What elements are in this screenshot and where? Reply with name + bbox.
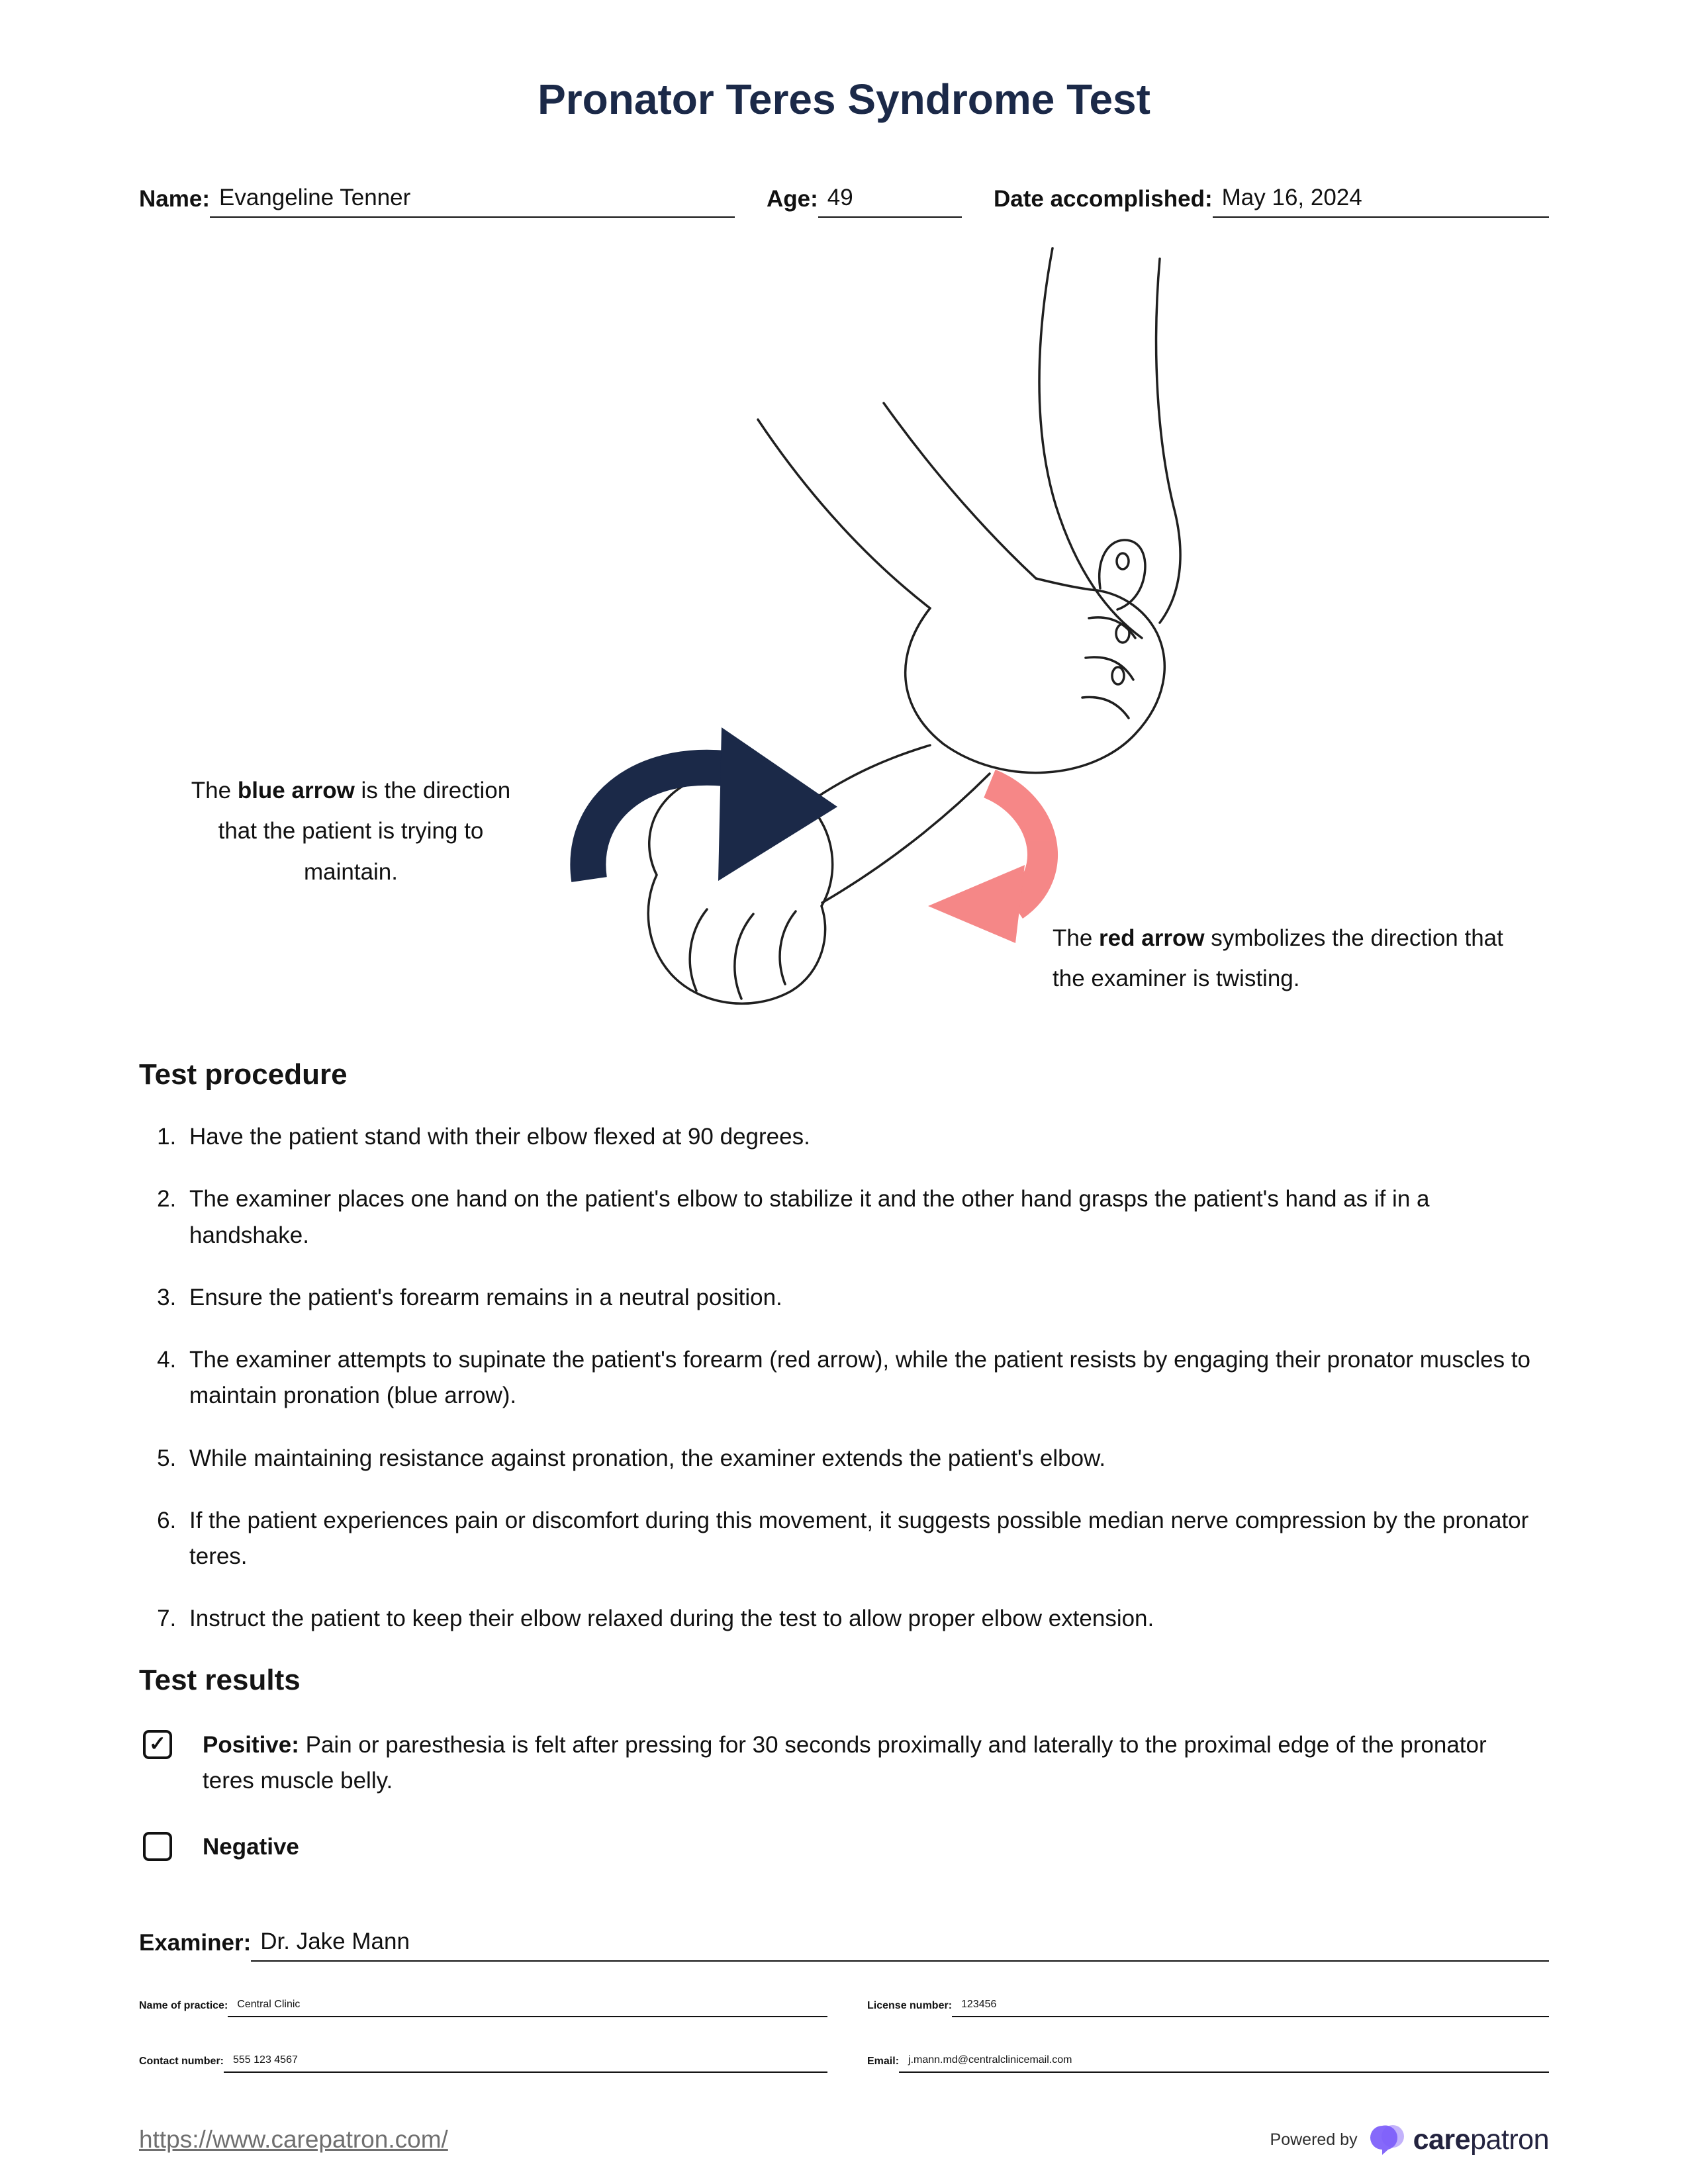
- age-label: Age:: [767, 186, 818, 212]
- contact-email-row: [139, 2054, 1549, 2073]
- date-value[interactable]: May 16, 2024: [1213, 185, 1549, 218]
- license-label: License number:: [867, 2000, 953, 2012]
- license-value[interactable]: 123456: [952, 1999, 1549, 2017]
- date-accomplished-field[interactable]: [994, 185, 1549, 218]
- age-value[interactable]: 49: [818, 185, 962, 218]
- checkmark-icon: ✓: [149, 1732, 166, 1756]
- procedure-step: 7. Instruct the patient to keep their elbow relaxed during the test to allow proper elbow extension.: [183, 1601, 1549, 1637]
- practice-value[interactable]: Central Clinic: [228, 1999, 827, 2017]
- procedure-step: 4. The examiner attempts to supinate the patient's forearm (red arrow), while the patient resists by engaging their pronator muscles to maintain pronation (blue arrow).: [183, 1342, 1549, 1414]
- examiner-field[interactable]: [139, 1929, 1549, 1962]
- examiner-value[interactable]: Dr. Jake Mann: [251, 1929, 1549, 1962]
- practice-label: Name of practice:: [139, 2000, 228, 2012]
- powered-by-label: Powered by: [1270, 2130, 1358, 2149]
- hands-illustration: [523, 244, 1569, 1025]
- name-value[interactable]: Evangeline Tenner: [210, 185, 735, 218]
- carepatron-logo: [1368, 2120, 1549, 2159]
- page-title: Pronator Teres Syndrome Test: [538, 75, 1150, 123]
- license-field[interactable]: [867, 1999, 1549, 2017]
- date-label: Date accomplished:: [994, 186, 1213, 212]
- name-label: Name:: [139, 186, 210, 212]
- positive-checkbox[interactable]: [143, 1730, 172, 1759]
- results-heading: Test results: [139, 1663, 301, 1696]
- blue-arrow-caption: The blue arrow is the direction that the patient is trying to maintain.: [191, 778, 511, 885]
- carepatron-logo-icon: [1368, 2120, 1407, 2159]
- age-field[interactable]: [767, 185, 962, 218]
- carepatron-link[interactable]: https://www.carepatron.com/: [139, 2126, 448, 2154]
- procedure-heading: Test procedure: [139, 1058, 348, 1091]
- procedure-step: 6. If the patient experiences pain or discomfort during this movement, it suggests possible median nerve compression by the pronator teres.: [183, 1503, 1549, 1575]
- patient-info-row: [139, 185, 1549, 218]
- negative-result-row: [139, 1829, 1549, 1865]
- procedure-step: 2. The examiner places one hand on the patient's elbow to stabilize it and the other hand grasps the patient's hand as if in a handshake.: [183, 1181, 1549, 1253]
- page-footer: [139, 2120, 1549, 2159]
- procedure-step: 5. While maintaining resistance against pronation, the examiner extends the patient's elbow.: [183, 1441, 1549, 1477]
- positive-result-row: [139, 1727, 1549, 1799]
- test-illustration-section: [139, 244, 1549, 1032]
- red-arrow-icon: [928, 784, 1043, 943]
- examiner-label: Examiner:: [139, 1930, 252, 1956]
- positive-result-text: Positive: Pain or paresthesia is felt after pressing for 30 seconds proximally and laterally to the proximal edge of the pronator teres muscle belly.: [203, 1731, 1487, 1794]
- procedure-step: 1. Have the patient stand with their elbow flexed at 90 degrees.: [183, 1119, 1549, 1155]
- practice-field[interactable]: [139, 1999, 827, 2017]
- procedure-step-list: [139, 1119, 1549, 1637]
- email-field[interactable]: [867, 2054, 1549, 2073]
- carepatron-wordmark: carepatron: [1413, 2123, 1549, 2156]
- blue-arrow-icon: [588, 727, 837, 881]
- name-field[interactable]: [139, 185, 735, 218]
- email-label: Email:: [867, 2056, 900, 2068]
- red-arrow-caption: The red arrow symbolizes the direction that the examiner is twisting.: [1053, 925, 1503, 992]
- email-value[interactable]: j.mann.md@centralclinicemail.com: [899, 2054, 1549, 2073]
- contact-value[interactable]: 555 123 4567: [224, 2054, 827, 2073]
- powered-by: [1270, 2120, 1549, 2159]
- contact-label: Contact number:: [139, 2056, 224, 2068]
- negative-result-text: Negative: [203, 1834, 299, 1860]
- practice-license-row: [139, 1999, 1549, 2017]
- procedure-step: 3. Ensure the patient's forearm remains in a neutral position.: [183, 1280, 1549, 1316]
- contact-field[interactable]: [139, 2054, 827, 2073]
- negative-checkbox[interactable]: [143, 1832, 172, 1861]
